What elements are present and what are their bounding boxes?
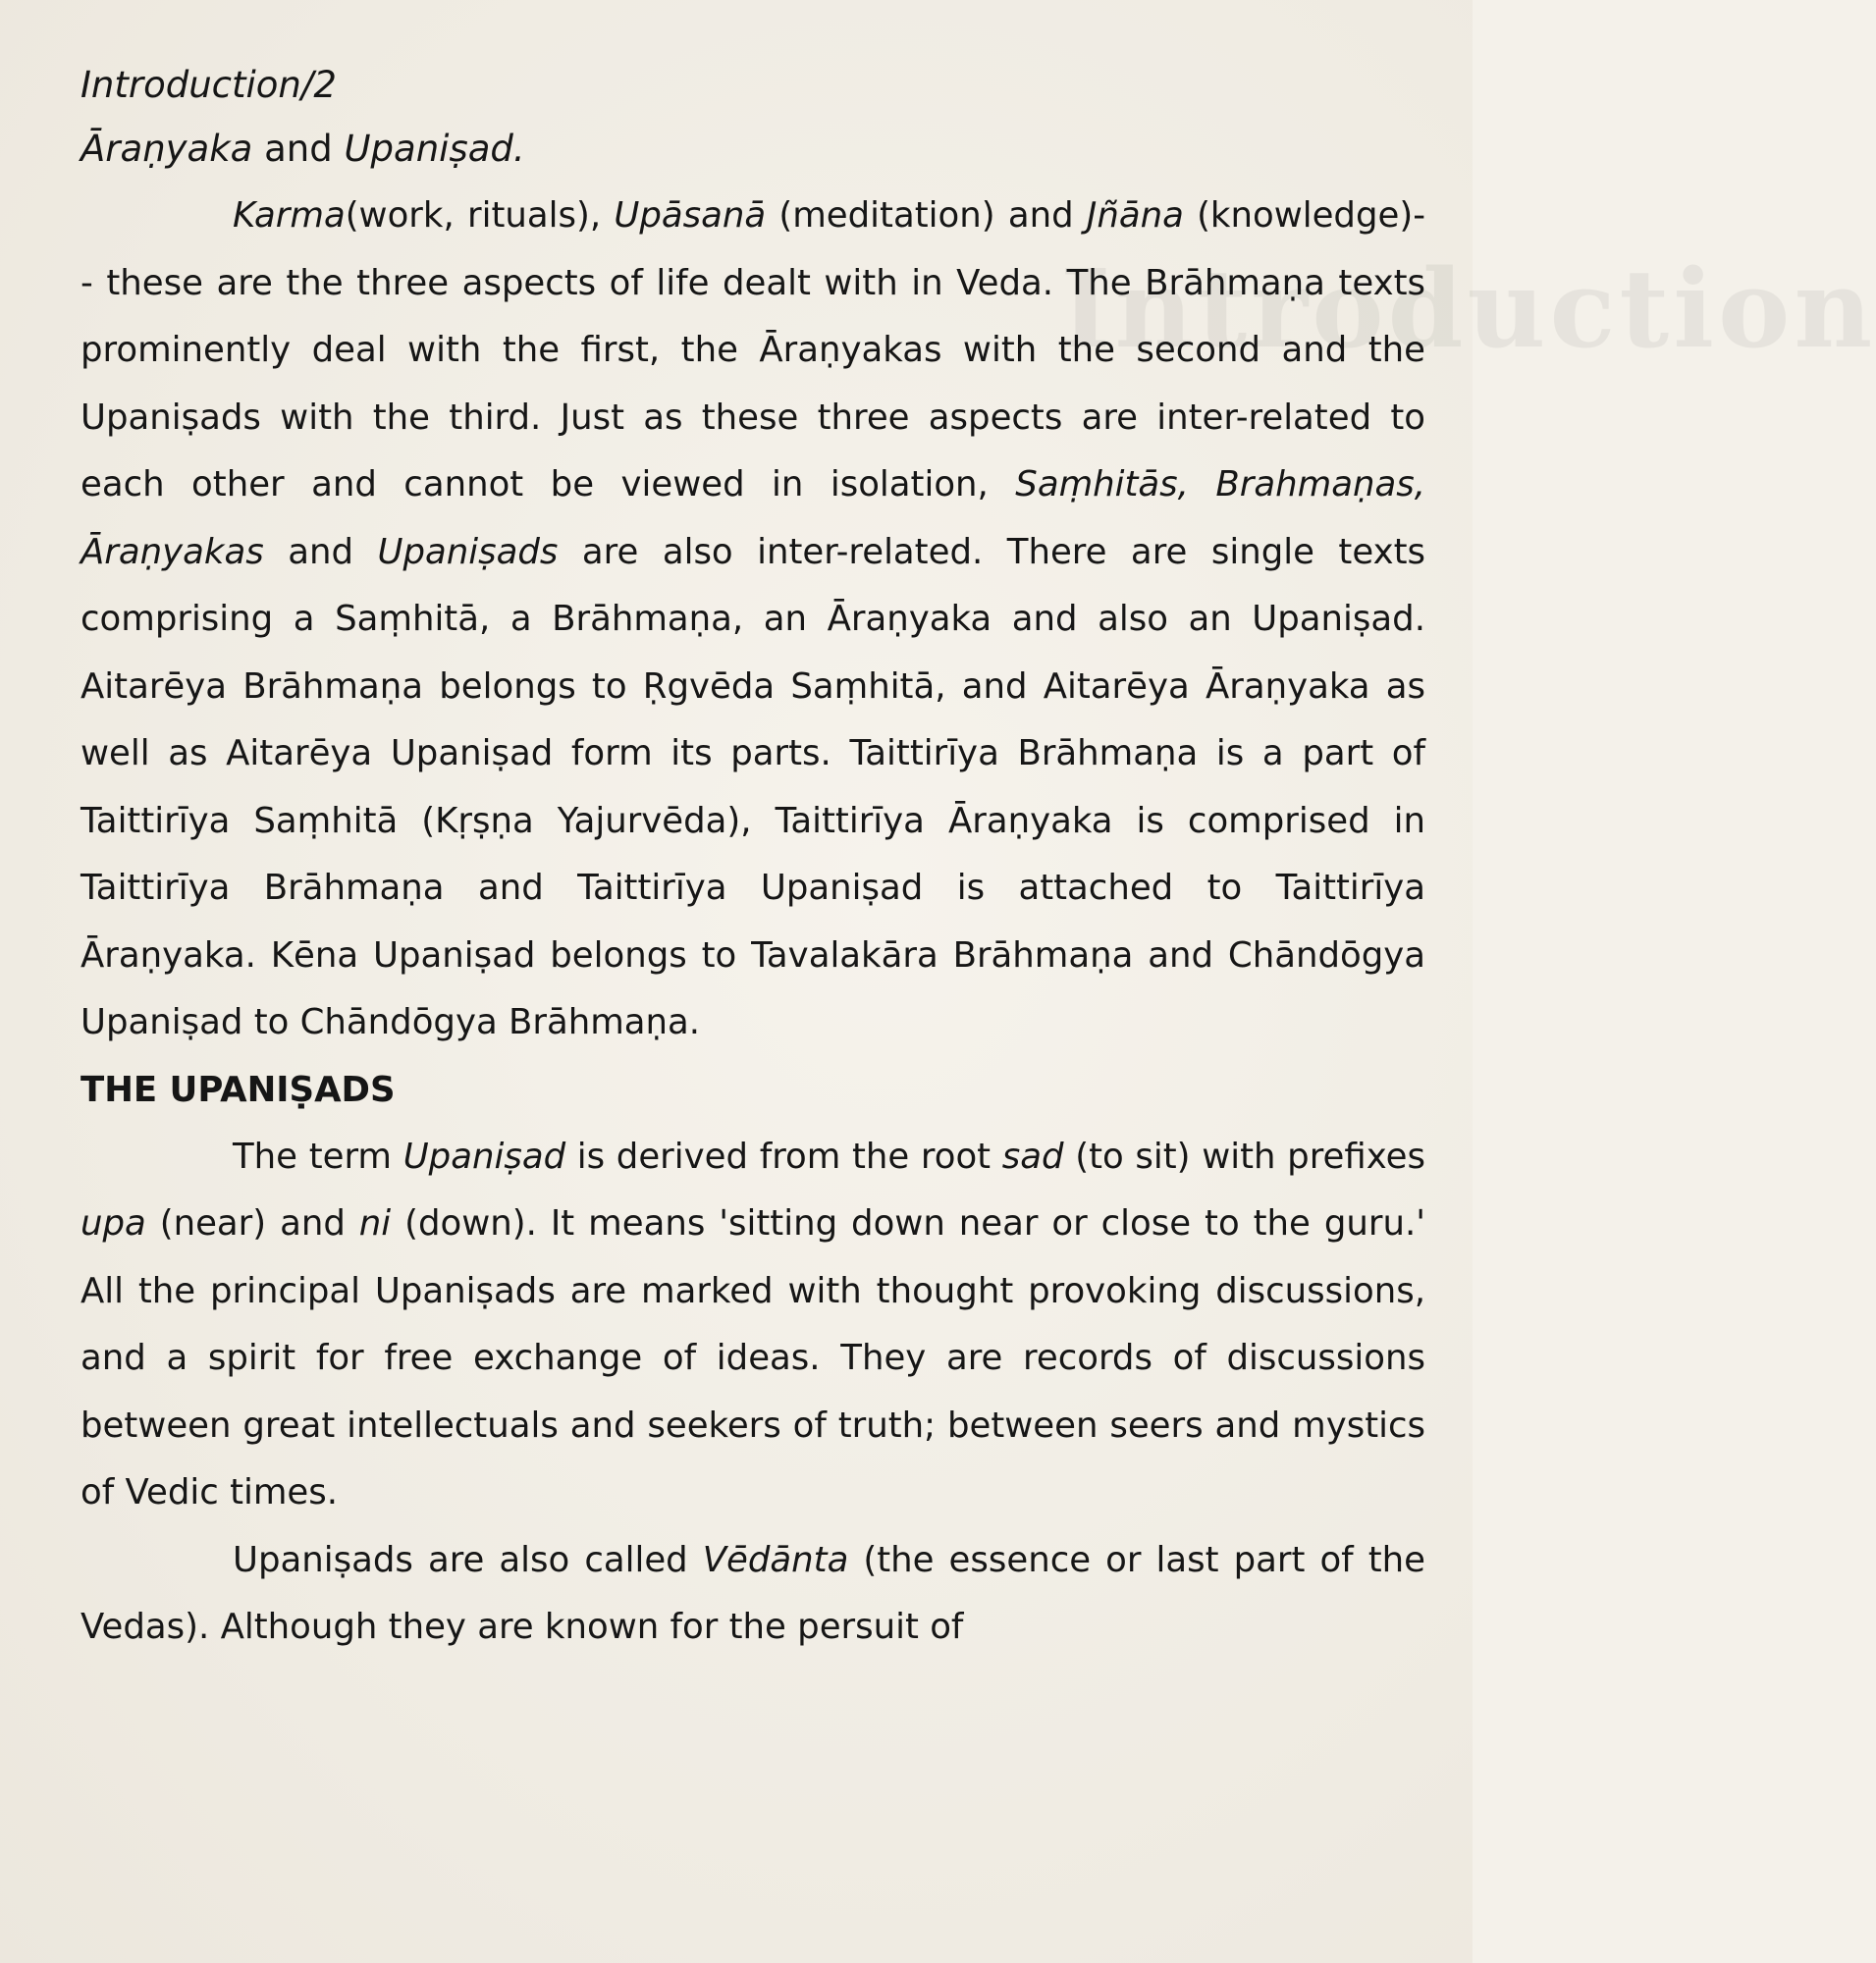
para1-text-1: (work, rituals), [345, 195, 615, 236]
term-ni: ni [358, 1203, 392, 1244]
para1-text-2: (meditation) and [766, 195, 1087, 236]
para3-text-2: (the essence or last part of the Vedas). Although they are known for the persuit of [80, 1539, 1425, 1647]
term-karma: Karma [233, 195, 346, 236]
para2-text-5: (down). It means 'sitting down near or close to the guru.' All the principal Upaniṣads are marked with thought provoking discussions, and a spirit for free exchange of ideas. They are records of discussions between great intellectuals and seekers of truth; between seers and mystics of Vedic times. [80, 1203, 1425, 1512]
section-heading-aranyaka-upanisad [80, 116, 1425, 183]
running-header: Introduction/2 [80, 64, 337, 106]
term-upanisads: Upaniṣads [377, 531, 559, 572]
paragraph-vedanta [80, 1527, 1425, 1662]
page-content [80, 55, 1425, 1662]
term-sad: sad [1001, 1136, 1064, 1177]
term-vedanta: Vēdānta [702, 1539, 849, 1580]
term-jnana: Jñāna [1086, 195, 1184, 236]
paragraph-term-upanisad [80, 1124, 1425, 1527]
para3-text-1: Upaniṣads are also called [233, 1539, 703, 1580]
heading-and: and [252, 128, 345, 170]
term-samhitas: Saṃhitās, Brahmaṇas, Āraṇyakas [80, 464, 1425, 572]
para1-text-3: (knowledge)-- these are the three aspects of life dealt with in Veda. The Brāhmaṇa texts prominently deal with the first, the Āraṇyakas with the second and the Upaniṣads with the third. Just as these three aspects are inter-related to each other and cannot be viewed in isolation, [80, 195, 1426, 504]
term-upasana: Upāsanā [614, 195, 767, 236]
para2-text-3: (to sit) with prefixes [1063, 1136, 1425, 1177]
heading-aranyaka: Āraṇyaka [80, 128, 253, 170]
heading-upanisad: Upaniṣad. [344, 128, 525, 170]
paragraph-three-aspects [80, 183, 1425, 1057]
section-title-the-upanisads: THE UPANIṢADS [80, 1069, 396, 1110]
term-upa: upa [80, 1203, 146, 1244]
para1-text-4: and [263, 531, 378, 572]
show-through-bleed: Introduction [1060, 245, 1876, 372]
para1-text-5: are also inter-related. There are single texts comprising a Saṃhitā, a Brāhmaṇa, an Āraṇyaka and also an Upaniṣad. Aitarēya Brāhmaṇa belongs to Ṛgvēda Saṃhitā, and Aitarēya Āraṇyaka as well as Aitarēya Upaniṣad form its parts. Taittirīya Brāhmaṇa is a part of Taittirīya Saṃhitā (Kṛṣṇa Yajurvēda), Taittirīya Āraṇyaka is comprised in Taittirīya Brāhmaṇa and Taittirīya Upaniṣad is attached to Taittirīya Āraṇyaka. Kēna Upaniṣad belongs to Tavalakāra Brāhmaṇa and Chāndōgya Upaniṣad to Chāndōgya Brāhmaṇa. [80, 531, 1425, 1042]
para2-text-1: The term [233, 1136, 403, 1177]
para2-text-4: (near) and [145, 1203, 359, 1244]
term-upanisad: Upaniṣad [402, 1136, 566, 1177]
para2-text-2: is derived from the root [565, 1136, 1002, 1177]
